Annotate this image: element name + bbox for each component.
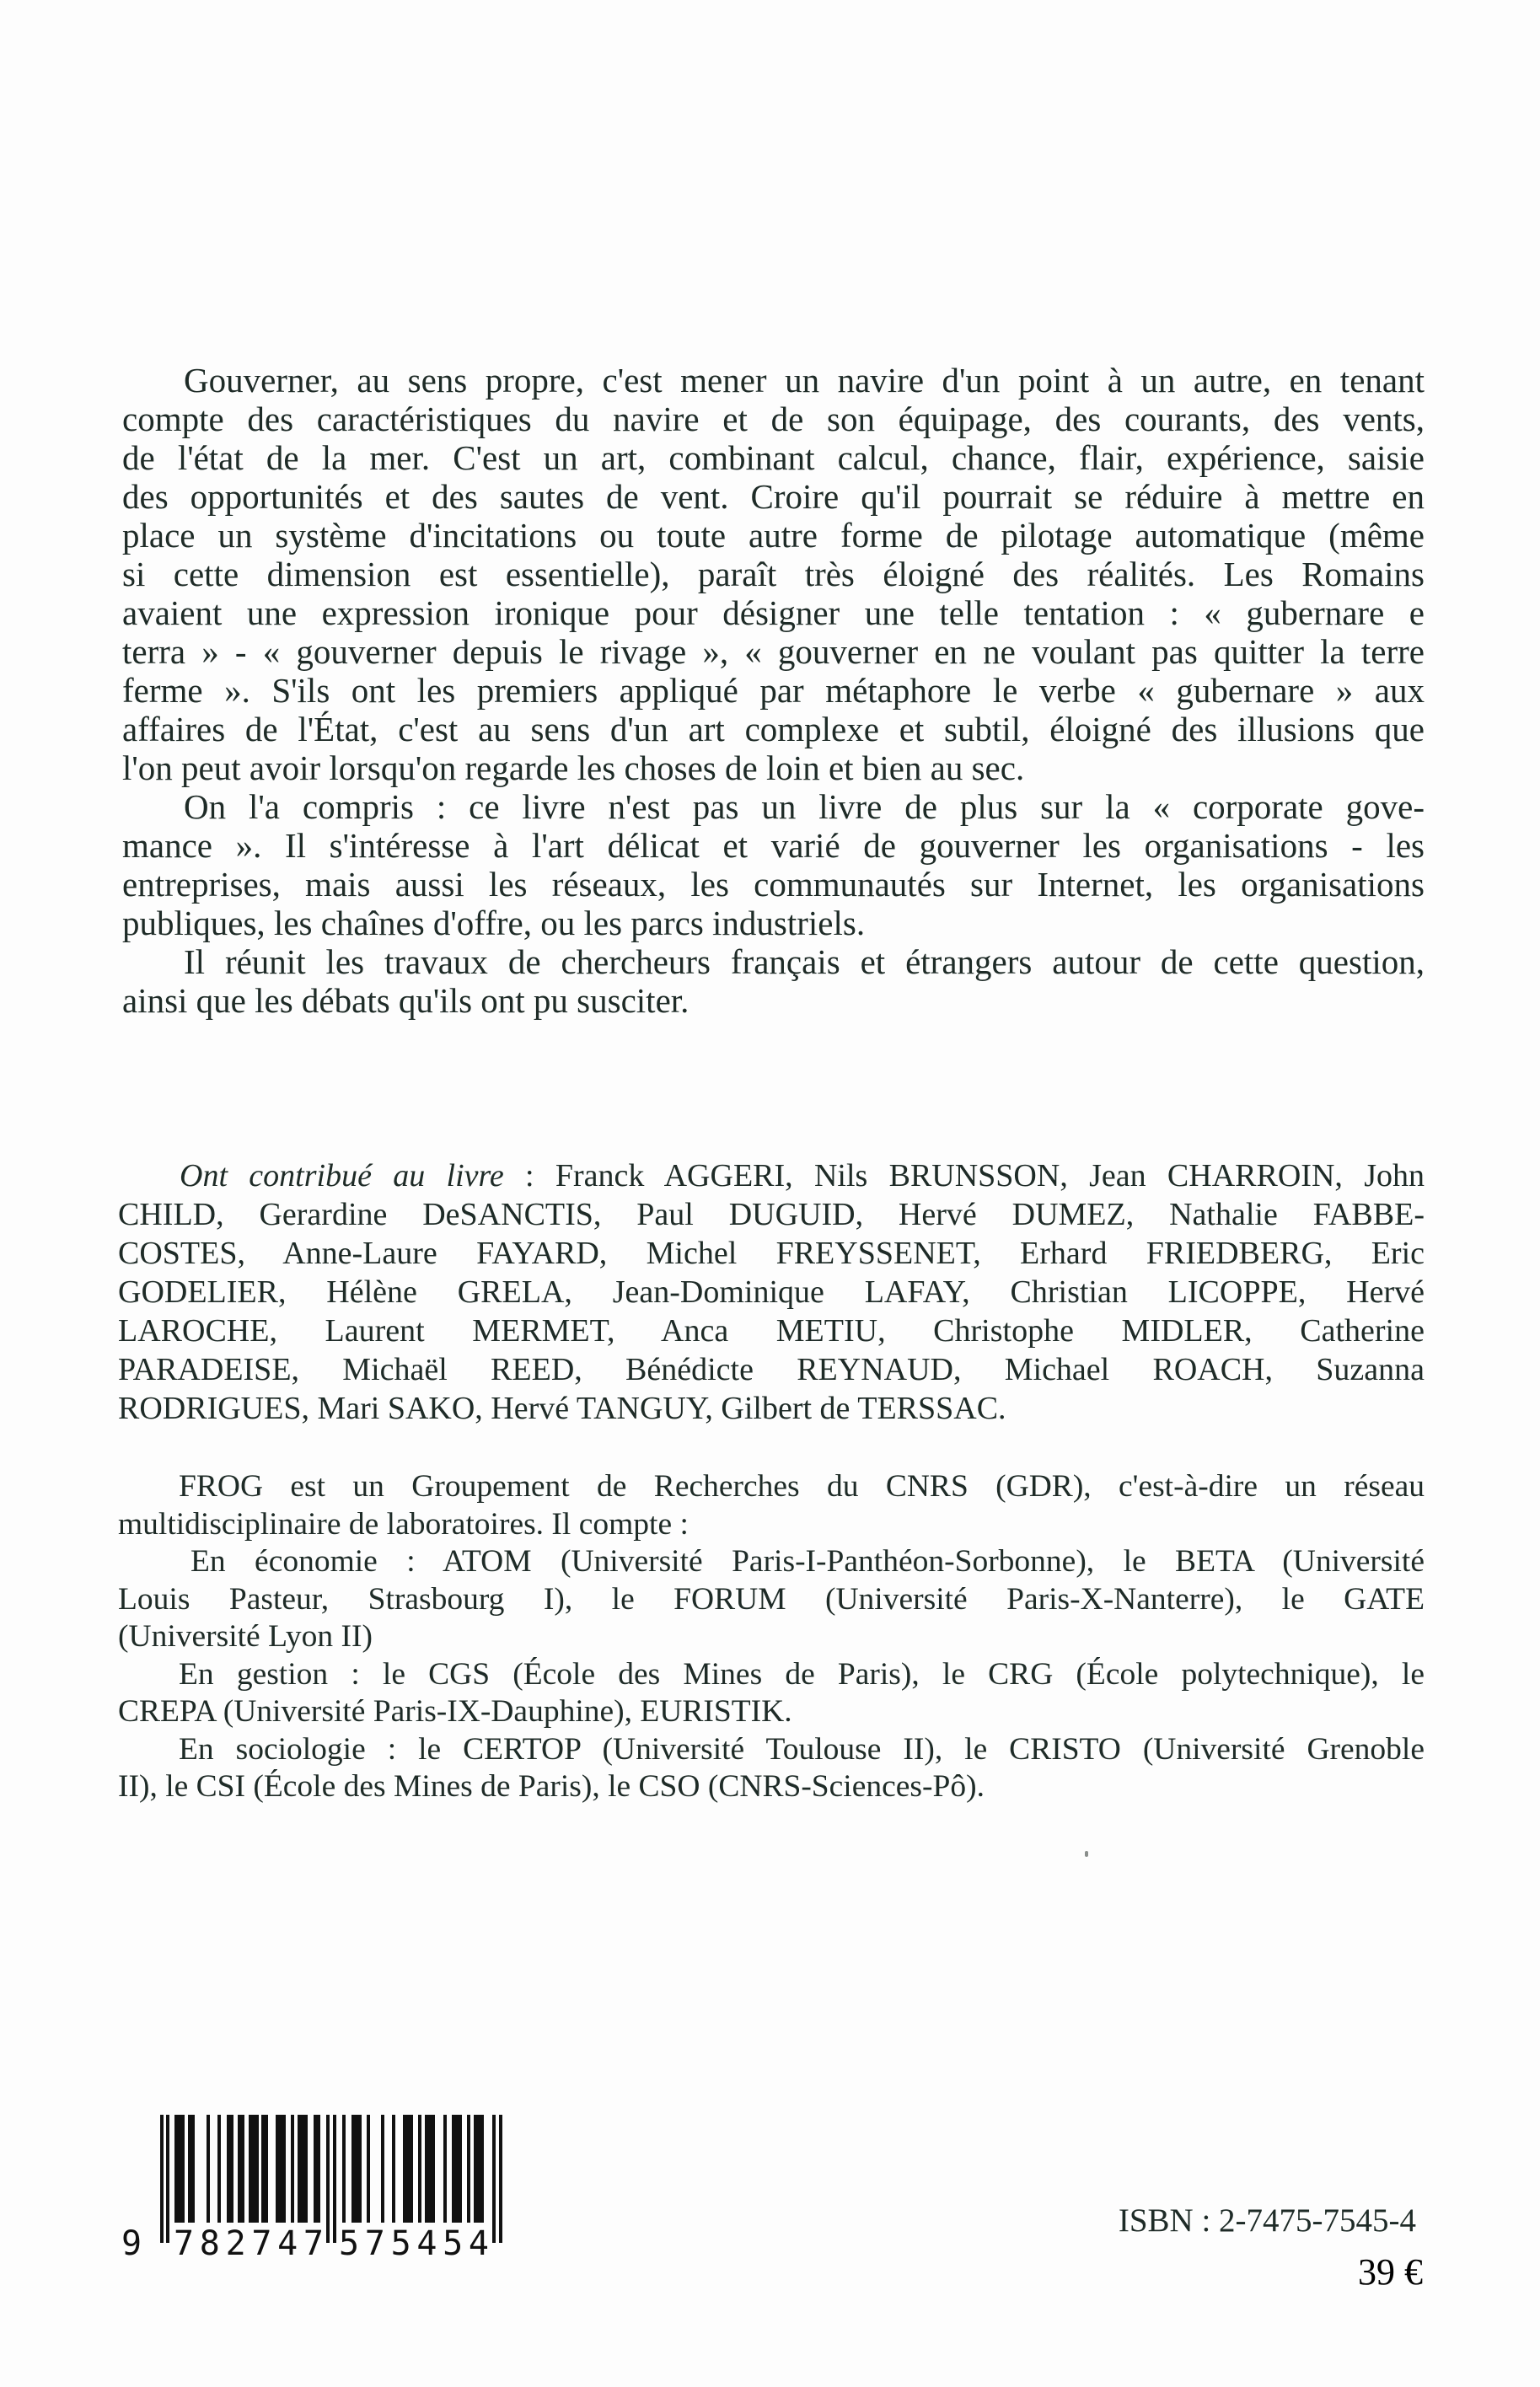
print-speck: [1085, 1851, 1088, 1857]
blurb-paragraph-3: [122, 942, 1425, 1020]
text-line: [118, 1156, 1425, 1195]
text-line: l'on peut avoir lorsqu'on regarde les choses de loin et bien au sec.: [122, 748, 1025, 787]
text-line: mance ». Il s'intéresse à l'art délicat et varié de gouverner les organisations - les: [122, 826, 1425, 865]
text-line: PARADEISE, Michaël REED, Bénédicte REYNAUD, Michael ROACH, Suzanna: [118, 1352, 1425, 1387]
text-line: Gouverner, au sens propre, c'est mener un navire d'un point à un autre, en tenant: [184, 361, 1425, 400]
contributors-names: : Franck AGGERI, Nils BRUNSSON, Jean CHARROIN, John: [503, 1158, 1425, 1194]
text-line: En économie : ATOM (Université Paris-I-Panthéon-Sorbonne), le BETA (Université: [190, 1544, 1425, 1579]
text-line: CREPA (Université Paris-IX-Dauphine), EURISTIK.: [118, 1694, 792, 1729]
svg-text:575454: 575454: [339, 2224, 489, 2263]
text-line: FROG est un Groupement de Recherches du CNRS (GDR), c'est-à-dire un réseau: [179, 1469, 1425, 1504]
text-line: GODELIER, Hélène GRELA, Jean-Dominique LAFAY, Christian LICOPPE, Hervé: [118, 1274, 1425, 1310]
svg-text:9: 9: [121, 2224, 142, 2263]
text-line: ainsi que les débats qu'ils ont pu susciter.: [122, 981, 690, 1020]
text-line: terra » - « gouverner depuis le rivage », « gouverner en ne voulant pas quitter la terre: [122, 632, 1425, 671]
frog-description: [118, 1468, 1425, 1806]
text-line: publiques, les chaînes d'offre, ou les parcs industriels.: [122, 904, 866, 942]
barcode-bars-icon: [118, 2111, 514, 2263]
isbn-number: ISBN : 2-7475-7545-4: [1118, 2202, 1416, 2239]
text-line: On l'a compris : ce livre n'est pas un livre de plus sur la « corporate gove-: [184, 787, 1425, 826]
text-line: ferme ». S'ils ont les premiers appliqué par métaphore le verbe « gubernare » aux: [122, 671, 1425, 710]
contributors-list: [118, 1156, 1425, 1428]
text-line: place un système d'incitations ou toute autre forme de pilotage automatique (même: [122, 516, 1425, 555]
text-line: multidisciplinaire de laboratoires. Il compte :: [118, 1506, 689, 1542]
text-line: En gestion : le CGS (École des Mines de Paris), le CRG (École polytechnique), le: [179, 1656, 1425, 1692]
text-line: En sociologie : le CERTOP (Université Toulouse II), le CRISTO (Université Grenoble: [179, 1731, 1425, 1767]
text-line: compte des caractéristiques du navire et de son équipage, des courants, des vents,: [122, 400, 1425, 438]
blurb-text: [122, 361, 1425, 1020]
text-line: entreprises, mais aussi les réseaux, les communautés sur Internet, les organisations: [122, 865, 1425, 904]
text-line: CHILD, Gerardine DeSANCTIS, Paul DUGUID, Hervé DUMEZ, Nathalie FABBE-: [118, 1197, 1425, 1232]
text-line: RODRIGUES, Mari SAKO, Hervé TANGUY, Gilbert de TERSSAC.: [118, 1391, 1006, 1426]
text-line: si cette dimension est essentielle), paraît très éloigné des réalités. Les Romains: [122, 555, 1425, 593]
text-line: affaires de l'État, c'est au sens d'un art complexe et subtil, éloigné des illusions que: [122, 710, 1425, 748]
blurb-paragraph-2: [122, 787, 1425, 942]
text-line: avaient une expression ironique pour désigner une telle tentation : « gubernare e: [122, 593, 1425, 632]
isbn-barcode: [118, 2111, 514, 2263]
contributors-label: Ont contribué au livre: [180, 1158, 504, 1194]
text-line: Louis Pasteur, Strasbourg I), le FORUM (Université Paris-X-Nanterre), le GATE: [118, 1581, 1425, 1617]
text-line: (Université Lyon II): [118, 1619, 373, 1654]
text-line: COSTES, Anne-Laure FAYARD, Michel FREYSSENET, Erhard FRIEDBERG, Eric: [118, 1236, 1425, 1271]
text-line: LAROCHE, Laurent MERMET, Anca METIU, Christophe MIDLER, Catherine: [118, 1313, 1425, 1349]
text-line: de l'état de la mer. C'est un art, combinant calcul, chance, flair, expérience, saisie: [122, 438, 1425, 477]
text-line: II), le CSI (École des Mines de Paris), le CSO (CNRS-Sciences-Pô).: [118, 1769, 985, 1804]
svg-text:782747: 782747: [174, 2224, 324, 2263]
text-line: des opportunités et des sautes de vent. Croire qu'il pourrait se réduire à mettre en: [122, 477, 1425, 516]
blurb-paragraph-1: [122, 361, 1425, 787]
text-line: Il réunit les travaux de chercheurs français et étrangers autour de cette question,: [184, 942, 1425, 981]
price-label: 39 €: [1358, 2251, 1423, 2293]
